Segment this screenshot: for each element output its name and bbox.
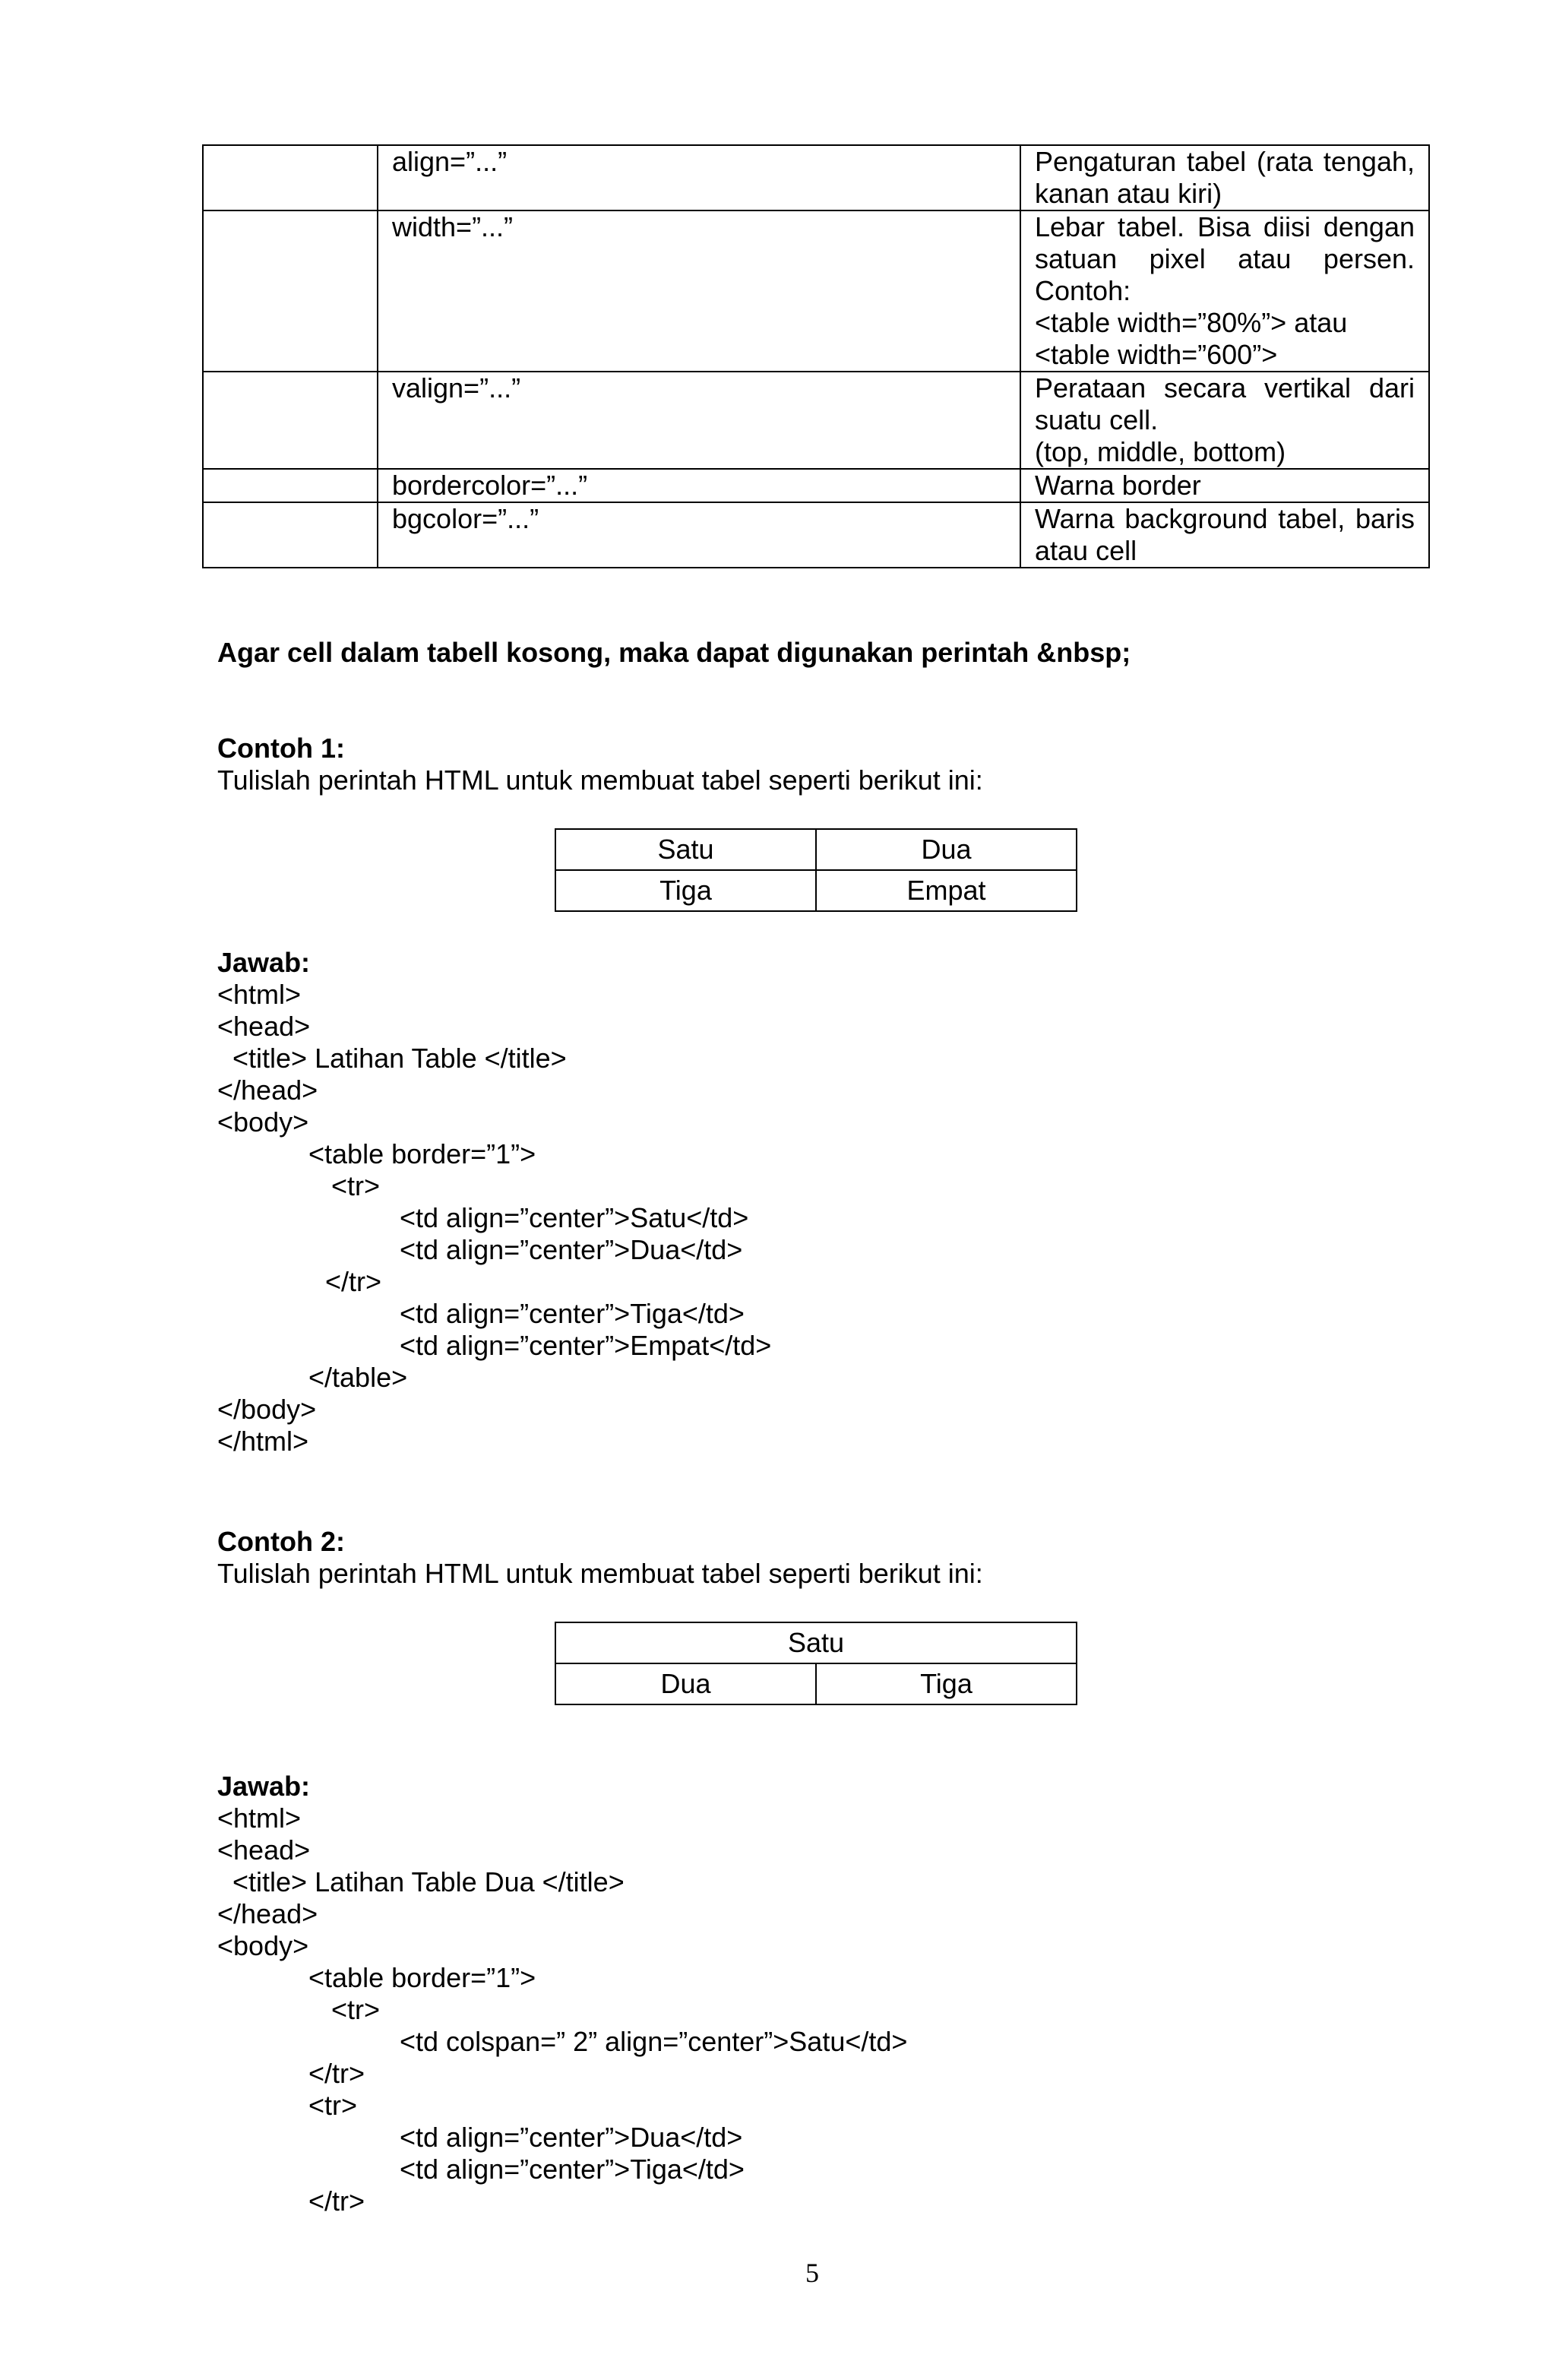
code-line: <td align=”center”>Empat</td> bbox=[400, 1330, 772, 1361]
example2-heading: Contoh 2: bbox=[217, 1526, 345, 1557]
code-line: <tr> bbox=[331, 1994, 381, 2025]
code-line: <tr> bbox=[331, 1170, 381, 1201]
page-number: 5 bbox=[805, 2258, 819, 2288]
cell-text: Warna background tabel, baris atau cell bbox=[1035, 503, 1415, 566]
code-line: </tr> bbox=[308, 2185, 365, 2217]
table-cell: Tiga bbox=[816, 1663, 1077, 1704]
cell-text: Perataan secara vertikal dari suatu cell. bbox=[1035, 372, 1415, 435]
table-cell: Tiga bbox=[555, 870, 816, 911]
table-cell: bgcolor=”...” bbox=[378, 502, 1020, 568]
attribute-table bbox=[202, 144, 1430, 568]
table-cell: align=”...” bbox=[378, 145, 1020, 210]
code-line: <tr> bbox=[308, 2090, 358, 2121]
table-row bbox=[203, 502, 1429, 568]
cell-text: Lebar tabel. Bisa diisi dengan satuan pixel atau persen. Contoh: bbox=[1035, 211, 1415, 306]
table-cell: Dua bbox=[555, 1663, 816, 1704]
table-cell bbox=[203, 372, 378, 469]
table-cell bbox=[1020, 502, 1429, 568]
table-row bbox=[203, 372, 1429, 469]
example2-answer-label: Jawab: bbox=[217, 1771, 311, 1802]
table-cell bbox=[1020, 469, 1429, 502]
table-row bbox=[203, 469, 1429, 502]
note-text: Agar cell dalam tabell kosong, maka dapat digunakan perintah &nbsp; bbox=[217, 637, 1131, 668]
code-line: <td colspan=” 2” align=”center”>Satu</td> bbox=[400, 2026, 908, 2057]
table-cell: Satu bbox=[555, 829, 816, 870]
table-cell: width=”...” bbox=[378, 210, 1020, 372]
example1-answer-label: Jawab: bbox=[217, 947, 311, 978]
cell-text: <table width=”600”> bbox=[1035, 339, 1278, 370]
code-line: </html> bbox=[217, 1426, 309, 1457]
cell-text: Warna border bbox=[1035, 470, 1201, 501]
table-cell bbox=[1020, 372, 1429, 469]
cell-text: (top, middle, bottom) bbox=[1035, 436, 1286, 467]
code-line: <head> bbox=[217, 1011, 311, 1042]
code-line: </tr> bbox=[325, 1266, 382, 1297]
example2-table bbox=[555, 1622, 1077, 1705]
table-cell: Satu bbox=[555, 1622, 1077, 1663]
code-line: </head> bbox=[217, 1074, 318, 1106]
table-row bbox=[555, 829, 1077, 870]
table-row bbox=[555, 870, 1077, 911]
table-cell: Empat bbox=[816, 870, 1077, 911]
cell-text: Pengaturan tabel (rata tengah, kanan atau kiri) bbox=[1035, 146, 1415, 209]
table-cell: bordercolor=”...” bbox=[378, 469, 1020, 502]
code-line: <title> Latihan Table Dua </title> bbox=[217, 1866, 625, 1897]
code-line: <body> bbox=[217, 1106, 309, 1138]
table-row bbox=[555, 1663, 1077, 1704]
code-line: </tr> bbox=[308, 2058, 365, 2089]
code-line: <html> bbox=[217, 979, 302, 1010]
code-line: <head> bbox=[217, 1834, 311, 1866]
code-line: <title> Latihan Table </title> bbox=[217, 1043, 567, 1074]
code-line: <table border=”1”> bbox=[308, 1138, 536, 1169]
table-cell bbox=[203, 145, 378, 210]
code-line: <td align=”center”>Dua</td> bbox=[400, 2122, 743, 2153]
code-line: <td align=”center”>Satu</td> bbox=[400, 1202, 749, 1233]
code-line: <td align=”center”>Tiga</td> bbox=[400, 2154, 745, 2185]
example1-heading: Contoh 1: bbox=[217, 733, 345, 764]
table-row bbox=[555, 1622, 1077, 1663]
code-line: <table border=”1”> bbox=[308, 1962, 536, 1993]
code-line: </table> bbox=[308, 1362, 408, 1393]
table-cell bbox=[203, 210, 378, 372]
table-cell: Dua bbox=[816, 829, 1077, 870]
table-cell bbox=[1020, 210, 1429, 372]
table-row bbox=[203, 210, 1429, 372]
code-line: </body> bbox=[217, 1394, 317, 1425]
table-cell: valign=”...” bbox=[378, 372, 1020, 469]
table-cell bbox=[1020, 145, 1429, 210]
table-cell bbox=[203, 502, 378, 568]
example1-table bbox=[555, 828, 1077, 912]
code-line: </head> bbox=[217, 1898, 318, 1929]
code-line: <td align=”center”>Tiga</td> bbox=[400, 1298, 745, 1329]
code-line: <body> bbox=[217, 1930, 309, 1961]
example2-instruction: Tulislah perintah HTML untuk membuat tabel seperti berikut ini: bbox=[217, 1558, 983, 1589]
example1-instruction: Tulislah perintah HTML untuk membuat tabel seperti berikut ini: bbox=[217, 764, 983, 796]
code-line: <html> bbox=[217, 1802, 302, 1834]
cell-text: <table width=”80%”> atau bbox=[1035, 307, 1348, 338]
table-row bbox=[203, 145, 1429, 210]
table-cell bbox=[203, 469, 378, 502]
code-line: <td align=”center”>Dua</td> bbox=[400, 1234, 743, 1265]
